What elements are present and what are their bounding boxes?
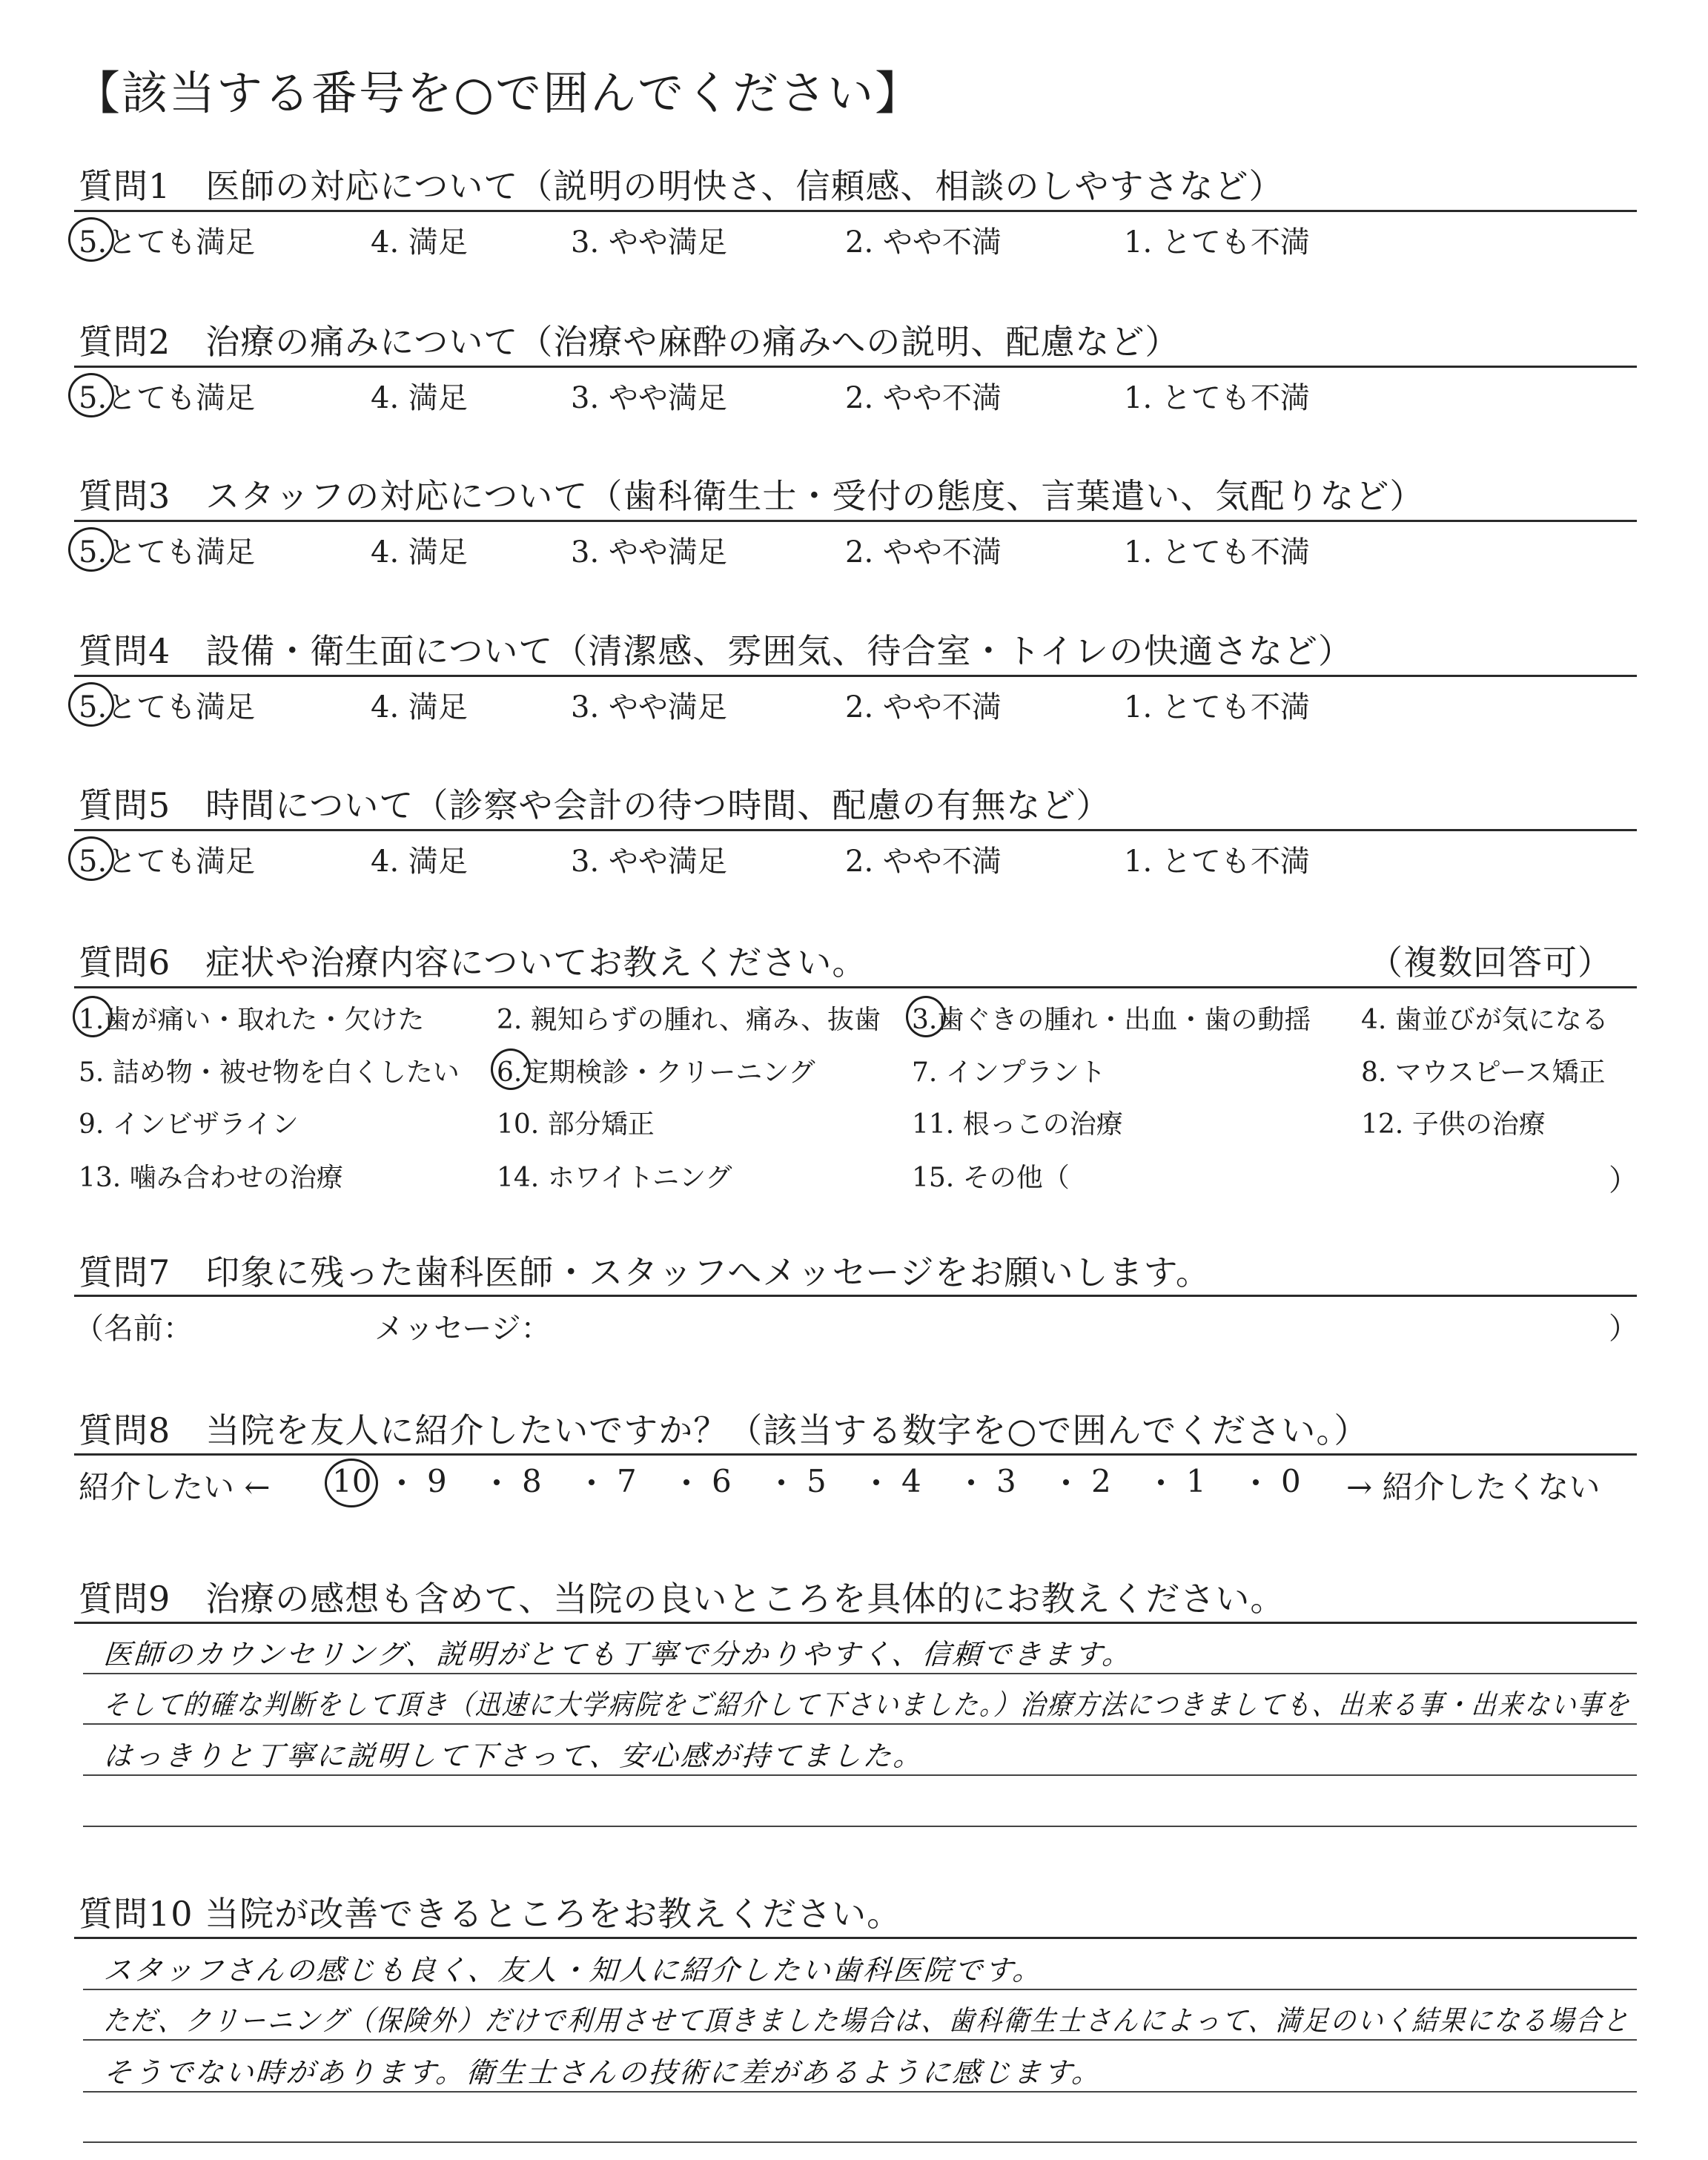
q6-selection-circle-1 bbox=[73, 996, 113, 1037]
q6-item-15[interactable]: 15. その他（ bbox=[912, 1163, 1070, 1193]
q8-right-label: → 紹介したくない bbox=[1346, 1469, 1601, 1505]
q6-rule bbox=[74, 986, 1637, 988]
q6-multiple-note: （複数回答可） bbox=[1368, 942, 1612, 982]
q3-option-1[interactable]: 1. とても不満 bbox=[1124, 535, 1310, 569]
q1-option-2[interactable]: 2. やや不満 bbox=[845, 225, 1002, 260]
q10-answer-line-1: スタッフさんの感じも良く、友人・知人に紹介したい歯科医院です。 bbox=[102, 1954, 1045, 1986]
q6-item-10[interactable]: 10. 部分矯正 bbox=[497, 1109, 655, 1140]
q8-scale-4[interactable]: 4 bbox=[901, 1463, 921, 1499]
q10-answer-rule bbox=[83, 2039, 1637, 2041]
q5-title: 質問5 時間について（診察や会計の待つ時間、配慮の有無など） bbox=[79, 785, 1111, 825]
q1-selection-circle bbox=[68, 217, 114, 262]
q1-option-5[interactable]: 5.とても満足 bbox=[79, 225, 256, 260]
q5-rule bbox=[74, 829, 1637, 831]
q4-rule bbox=[74, 675, 1637, 677]
q2-option-3[interactable]: 3. やや満足 bbox=[571, 381, 727, 415]
q6-item-14[interactable]: 14. ホワイトニング bbox=[497, 1163, 732, 1193]
q2-option-2[interactable]: 2. やや不満 bbox=[845, 381, 1002, 415]
q1-title: 質問1 医師の対応について（説明の明快さ、信頼感、相談のしやすさなど） bbox=[79, 166, 1284, 206]
q8-scale-5[interactable]: 5 bbox=[807, 1463, 827, 1499]
q6-item-7[interactable]: 7. インプラント bbox=[912, 1057, 1106, 1088]
q9-answer-rule bbox=[83, 1723, 1637, 1725]
q10-answer-rule bbox=[83, 2141, 1637, 2143]
q6-selection-circle-3 bbox=[906, 996, 946, 1037]
q9-answer-rule bbox=[83, 1774, 1637, 1776]
q1-option-1[interactable]: 1. とても不満 bbox=[1124, 225, 1310, 260]
q8-scale-separator bbox=[589, 1479, 595, 1485]
q6-item-11[interactable]: 11. 根っこの治療 bbox=[912, 1109, 1123, 1140]
q3-title: 質問3 スタッフの対応について（歯科衛生士・受付の態度、言葉遣い、気配りなど） bbox=[79, 476, 1425, 516]
q8-scale-0[interactable]: 0 bbox=[1281, 1463, 1301, 1499]
q7-rule bbox=[74, 1295, 1637, 1297]
q3-rule bbox=[74, 520, 1637, 522]
q9-answer-line-1: 医師のカウンセリング、説明がとても丁寧で分かりやすく、信頼できます。 bbox=[102, 1638, 1134, 1671]
q9-answer-rule bbox=[83, 1673, 1637, 1674]
q4-option-4[interactable]: 4. 満足 bbox=[371, 690, 468, 724]
q5-option-4[interactable]: 4. 満足 bbox=[371, 845, 468, 879]
q9-answer-line-2: そして的確な判断をして頂き（迅速に大学病院をご紹介して下さいました。）治療方法につきましても、出来る事・出来ない事を bbox=[102, 1688, 1632, 1721]
q8-scale-8[interactable]: 8 bbox=[522, 1463, 542, 1499]
q5-selection-circle bbox=[68, 836, 114, 881]
q8-scale-separator bbox=[1253, 1479, 1259, 1485]
q1-rule bbox=[74, 210, 1637, 212]
q8-scale-separator bbox=[1158, 1479, 1164, 1485]
q3-option-4[interactable]: 4. 満足 bbox=[371, 535, 468, 569]
q2-option-5[interactable]: 5.とても満足 bbox=[79, 381, 256, 415]
q8-scale-separator bbox=[683, 1479, 689, 1485]
q4-option-3[interactable]: 3. やや満足 bbox=[571, 690, 727, 724]
q6-item-2[interactable]: 2. 親知らずの腫れ、痛み、抜歯 bbox=[497, 1005, 881, 1035]
q8-rule bbox=[74, 1453, 1637, 1456]
q8-scale-separator bbox=[1063, 1479, 1069, 1485]
q9-answer-rule bbox=[83, 1826, 1637, 1827]
q6-title: 質問6 症状や治療内容についてお教えください。 bbox=[79, 942, 867, 982]
q8-scale-7[interactable]: 7 bbox=[617, 1463, 637, 1499]
q7-title: 質問7 印象に残った歯科医師・スタッフへメッセージをお願いします。 bbox=[79, 1252, 1211, 1292]
q2-title: 質問2 治療の痛みについて（治療や麻酔の痛みへの説明、配慮など） bbox=[79, 322, 1180, 362]
q3-option-3[interactable]: 3. やや満足 bbox=[571, 535, 727, 569]
q5-option-3[interactable]: 3. やや満足 bbox=[571, 845, 727, 879]
q1-option-3[interactable]: 3. やや満足 bbox=[571, 225, 727, 260]
q5-option-5[interactable]: 5.とても満足 bbox=[79, 845, 256, 879]
q8-scale-9[interactable]: 9 bbox=[427, 1463, 447, 1499]
q5-option-2[interactable]: 2. やや不満 bbox=[845, 845, 1002, 879]
q10-answer-line-3: そうでない時があります。衛生士さんの技術に差があるように感じます。 bbox=[102, 2056, 1104, 2089]
q4-option-1[interactable]: 1. とても不満 bbox=[1124, 690, 1310, 724]
q8-left-label: 紹介したい ← bbox=[79, 1469, 271, 1505]
q9-rule bbox=[74, 1622, 1637, 1624]
q7-name-label: （名前： bbox=[74, 1312, 193, 1346]
q10-rule bbox=[74, 1937, 1637, 1939]
q6-item-5[interactable]: 5. 詰め物・被せ物を白くしたい bbox=[79, 1057, 460, 1088]
q6-item-13[interactable]: 13. 噛み合わせの治療 bbox=[79, 1163, 343, 1193]
q7-close-paren: ） bbox=[1609, 1312, 1638, 1346]
q4-option-5[interactable]: 5.とても満足 bbox=[79, 690, 256, 724]
q8-scale-separator bbox=[494, 1479, 500, 1485]
q4-selection-circle bbox=[68, 682, 114, 727]
q8-scale-1[interactable]: 1 bbox=[1186, 1463, 1206, 1499]
q6-item-3[interactable]: 3.歯ぐきの腫れ・出血・歯の動揺 bbox=[912, 1005, 1311, 1035]
q8-scale-separator bbox=[968, 1479, 974, 1485]
q3-option-5[interactable]: 5.とても満足 bbox=[79, 535, 256, 569]
q5-option-1[interactable]: 1. とても不満 bbox=[1124, 845, 1310, 879]
q3-selection-circle bbox=[68, 527, 114, 572]
q8-title: 質問8 当院を友人に紹介したいですか？（該当する数字を○で囲んでください。） bbox=[79, 1410, 1369, 1450]
q2-option-1[interactable]: 1. とても不満 bbox=[1124, 381, 1310, 415]
q6-other-close-paren: ） bbox=[1609, 1163, 1638, 1198]
q9-title: 質問9 治療の感想も含めて、当院の良いところを具体的にお教えください。 bbox=[79, 1579, 1285, 1619]
q8-scale-2[interactable]: 2 bbox=[1091, 1463, 1111, 1499]
q6-selection-circle-6 bbox=[491, 1048, 531, 1090]
q3-option-2[interactable]: 2. やや不満 bbox=[845, 535, 1002, 569]
q7-message-label: メッセージ： bbox=[374, 1312, 551, 1346]
page-header: 【該当する番号を○で囲んでください】 bbox=[74, 66, 923, 120]
q8-scale-separator bbox=[399, 1479, 405, 1485]
q6-item-6[interactable]: 6.定期検診・クリーニング bbox=[497, 1057, 815, 1088]
q4-title: 質問4 設備・衛生面について（清潔感、雰囲気、待合室・トイレの快適さなど） bbox=[79, 631, 1354, 671]
q8-scale-separator bbox=[778, 1479, 784, 1485]
q2-selection-circle bbox=[68, 373, 114, 417]
q10-answer-line-2: ただ、クリーニング（保険外）だけで利用させて頂きました場合は、歯科衛生士さんによって、満足のいく結果になる場合と bbox=[102, 2004, 1632, 2037]
q9-answer-line-3: はっきりと丁寧に説明して下さって、安心感が持てました。 bbox=[102, 1740, 925, 1772]
q6-item-9[interactable]: 9. インビザライン bbox=[79, 1109, 299, 1140]
q6-item-4[interactable]: 4. 歯並びが気になる bbox=[1361, 1005, 1609, 1035]
q6-item-1[interactable]: 1.歯が痛い・取れた・欠けた bbox=[79, 1005, 425, 1035]
q8-scale-6[interactable]: 6 bbox=[712, 1463, 732, 1499]
q2-rule bbox=[74, 366, 1637, 368]
q2-option-4[interactable]: 4. 満足 bbox=[371, 381, 468, 415]
q10-answer-rule bbox=[83, 2091, 1637, 2093]
q8-scale-separator bbox=[873, 1479, 879, 1485]
q6-item-8[interactable]: 8. マウスピース矯正 bbox=[1361, 1057, 1606, 1088]
q1-option-4[interactable]: 4. 満足 bbox=[371, 225, 468, 260]
q8-scale-10[interactable]: 10 bbox=[332, 1463, 372, 1499]
q10-title: 質問10 当院が改善できるところをお教えください。 bbox=[79, 1894, 902, 1934]
q6-item-12[interactable]: 12. 子供の治療 bbox=[1361, 1109, 1546, 1140]
q8-selection-circle bbox=[325, 1459, 378, 1507]
q10-answer-rule bbox=[83, 1989, 1637, 1990]
q8-scale-3[interactable]: 3 bbox=[996, 1463, 1016, 1499]
q4-option-2[interactable]: 2. やや不満 bbox=[845, 690, 1002, 724]
